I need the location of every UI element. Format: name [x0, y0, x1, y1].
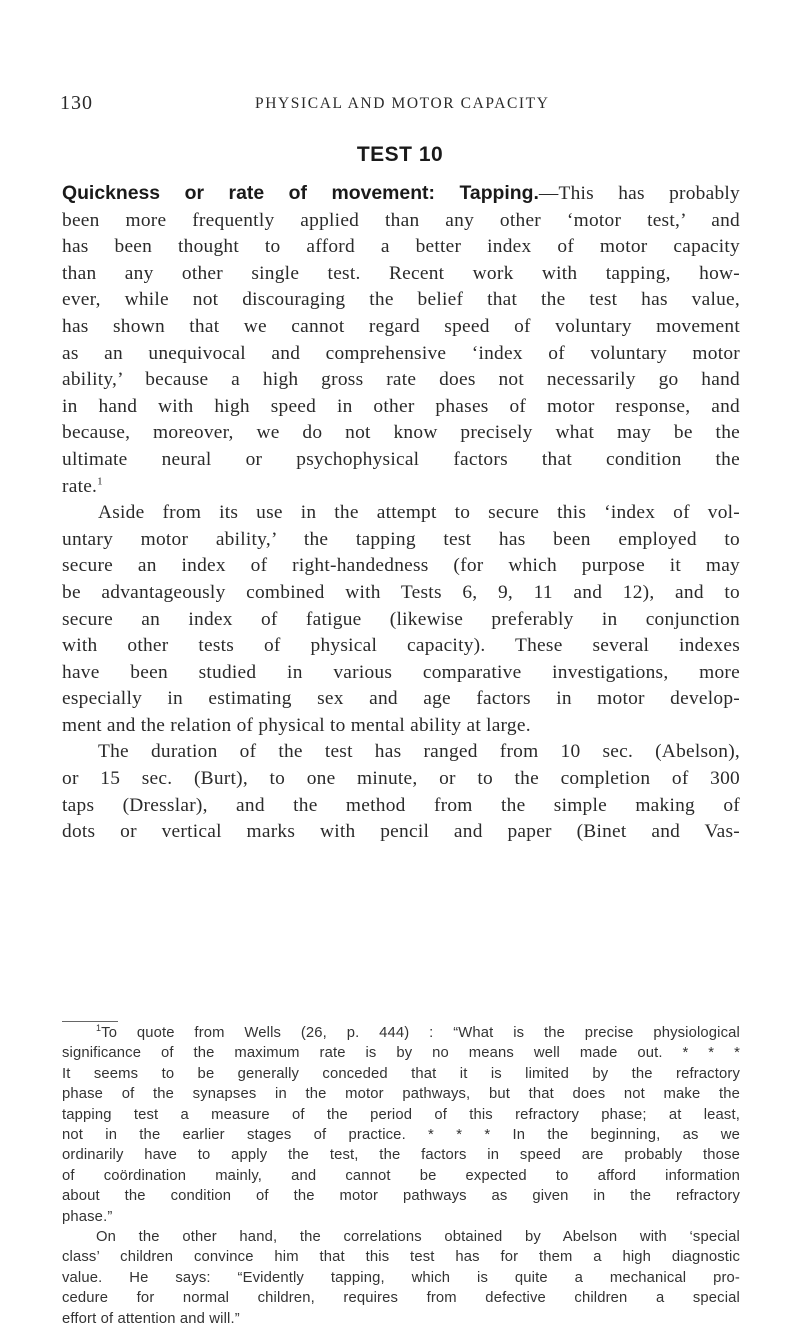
body-line: secure an index of fatigue (likewise preferably in conjunction: [62, 608, 740, 630]
body-line: ability,’ because a high gross rate does not necessarily go hand: [62, 369, 740, 391]
body-line: rate.$^1$: [62, 475, 103, 497]
body-line: has been thought to afford a better index of motor capacity: [62, 236, 740, 258]
body-text: [62, 180, 740, 846]
body-line: especially in estimating sex and age factors in motor develop-: [62, 688, 740, 710]
footnote-line: phase.”: [62, 1208, 113, 1225]
footnotes: [62, 1023, 740, 1329]
footnote-line: about the condition of the motor pathways as given in the refractory: [62, 1188, 740, 1205]
footnote-line: phase of the synapses in the motor pathways, but that does not make the: [62, 1086, 740, 1103]
running-title: PHYSICAL AND MOTOR CAPACITY: [255, 95, 550, 112]
running-head: [60, 92, 740, 116]
footnote-line: significance of the maximum rate is by no means well made out. * * *: [62, 1045, 740, 1062]
body-line: as an unequivocal and comprehensive ‘index of voluntary motor: [62, 342, 740, 364]
footnote-line: It seems to be generally conceded that it is limited by the refractory: [62, 1065, 740, 1082]
footnote-rule: [62, 1021, 118, 1022]
body-line: in hand with high speed in other phases of motor response, and: [62, 395, 740, 417]
footnote-line: $^1$To quote from Wells (26, p. 444) : “What is the precise physiological: [96, 1023, 740, 1041]
body-line: The duration of the test has ranged from 10 sec. (Abelson),: [98, 741, 740, 763]
footnote-marker: 1: [96, 1023, 102, 1034]
body-line: untary motor ability,’ the tapping test has been employed to: [62, 528, 740, 550]
footnote-line: value. He says: “Evidently tapping, which is quite a mechanical pro-: [62, 1269, 740, 1286]
body-line: secure an index of right-handedness (for which purpose it may: [62, 555, 740, 577]
body-line: ultimate neural or psychophysical factors that condition the: [62, 448, 740, 470]
footnote-line: tapping test a measure of the period of this refractory phase; at least,: [62, 1106, 740, 1123]
body-line: has shown that we cannot regard speed of voluntary movement: [62, 315, 740, 337]
footnote-line: effort of attention and will.”: [62, 1310, 240, 1327]
footnote-line: cedure for normal children, requires from defective children a special: [62, 1290, 740, 1307]
body-line: Quickness or rate of movement: Tapping.—This has probably: [62, 182, 740, 204]
footnote-line: of coördination mainly, and cannot be expected to afford information: [62, 1167, 740, 1184]
body-line: be advantageously combined with Tests 6, 9, 11 and 12), and to: [62, 581, 740, 603]
footnote-line: ordinarily have to apply the test, the factors in speed are probably those: [62, 1147, 740, 1164]
body-line: dots or vertical marks with pencil and paper (Binet and Vas-: [62, 821, 740, 843]
body-line: because, moreover, we do not know precisely what may be the: [62, 422, 740, 444]
body-line: have been studied in various comparative investigations, more: [62, 661, 740, 683]
body-line: ever, while not discouraging the belief that the test has value,: [62, 289, 740, 311]
body-line: than any other single test. Recent work with tapping, how-: [62, 262, 740, 284]
page-number: 130: [60, 92, 93, 114]
body-line: ment and the relation of physical to mental ability at large.: [62, 714, 531, 736]
footnote-reference: 1: [97, 475, 103, 488]
footnote-line: class’ children convince him that this test has for them a high diagnostic: [62, 1249, 740, 1266]
body-line: with other tests of physical capacity). These several indexes: [62, 635, 740, 657]
test-heading: TEST 10: [356, 143, 444, 166]
footnote-line: not in the earlier stages of practice. * * * In the beginning, as we: [62, 1127, 740, 1144]
body-line: Aside from its use in the attempt to secure this ‘index of vol-: [98, 502, 740, 524]
body-line: taps (Dresslar), and the method from the simple making of: [62, 794, 740, 816]
footnote-line: On the other hand, the correlations obtained by Abelson with ‘special: [96, 1229, 740, 1246]
body-line: or 15 sec. (Burt), to one minute, or to the completion of 300: [62, 768, 740, 790]
section-title: Quickness or rate of movement: Tapping.: [62, 182, 539, 204]
body-line: been more frequently applied than any other ‘motor test,’ and: [62, 209, 740, 231]
